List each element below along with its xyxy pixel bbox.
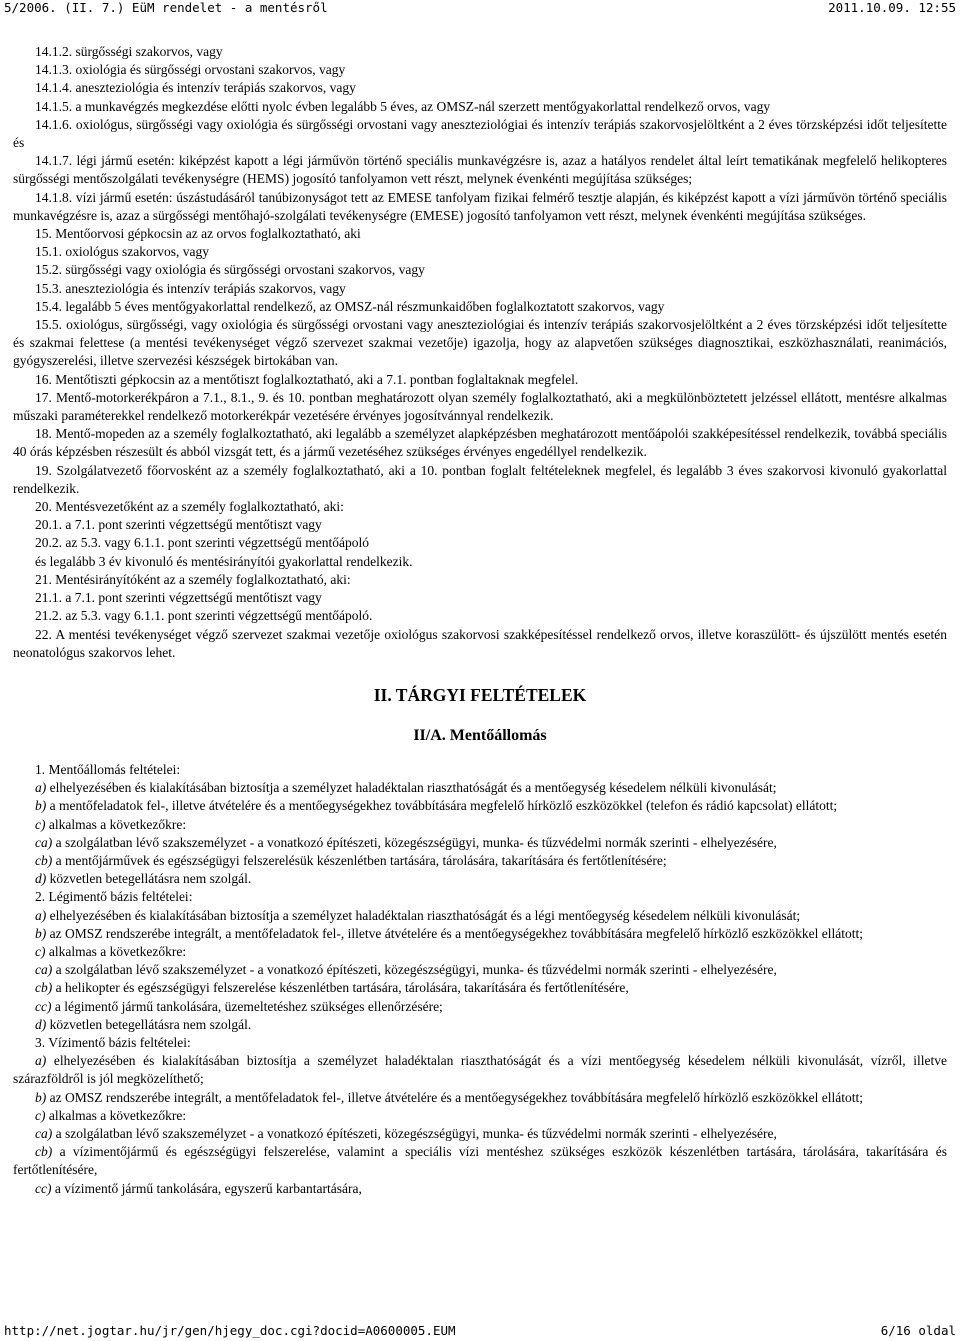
paragraph: 14.1.8. vízi jármű esetén: úszástudásáról tanúbizonyságot tett az EMESE tanfolyam fizikai felmérő tesztje alapján, és kiképzést kapott a vízi járművön történő speciális munkavégzésre is, azaz a sürgősségi mentőhajó-szolgálati tevékenységre (EMESE) jogosító tanfolyamon vett részt, melynek évenkénti megújítása szükséges. xyxy=(13,189,947,223)
item-text: alkalmas a következőkre: xyxy=(45,943,187,959)
item-label: c) xyxy=(35,943,46,959)
paragraph: 14.1.3. oxiológia és sürgősségi orvostani szakorvos, vagy xyxy=(35,62,346,78)
list-item xyxy=(13,1016,947,1034)
paragraph: 16. Mentőtiszti gépkocsin az a mentőtiszt foglalkoztatható, aki a 7.1. pontban foglaltaknak megfelel. xyxy=(35,371,579,387)
item-text: a vízimentő jármű tankolására, egyszerű karbantartására, xyxy=(51,1180,362,1196)
list-item xyxy=(13,761,947,779)
page-header xyxy=(0,0,960,18)
item-text: közvetlen betegellátásra nem szolgál. xyxy=(46,871,252,887)
item-label: d) xyxy=(35,1016,47,1032)
item-label: cc) xyxy=(35,998,52,1014)
personnel-requirements xyxy=(13,43,947,662)
list-item xyxy=(13,870,947,888)
list-item xyxy=(13,1034,947,1052)
header-timestamp: 2011.10.09. 12:55 xyxy=(828,0,956,15)
list-item xyxy=(13,1125,947,1143)
list-item xyxy=(13,961,947,979)
list-item xyxy=(13,1089,947,1107)
item-text: a szolgálatban lévő szakszemélyzet - a vonatkozó építészeti, közegészségügyi, munka- és tűzvédelmi normák szerinti - elhelyezésére, xyxy=(52,1125,777,1141)
item-label: cc) xyxy=(35,1180,52,1196)
subsection-title: II/A. Mentőállomás xyxy=(413,726,547,744)
item-text: a légimentő jármű tankolására, üzemeltetéshez szükséges ellenőrzésére; xyxy=(51,998,443,1014)
paragraph: 18. Mentő-mopeden az a személy foglalkoztatható, aki legalább a személyzet alapképzésben meghatározott mentőápolói szakképesítéssel rendelkezik, továbbá speciális 40 órás képzésben részesült és abból vizsgát tett, és a jármű vezetéséhez szükséges érvényes engedéllyel rendelkezik. xyxy=(13,426,947,460)
item-label: a) xyxy=(35,1053,47,1069)
item-label: a) xyxy=(35,907,47,923)
list-item xyxy=(13,943,947,961)
paragraph: 21. Mentésirányítóként az a személy foglalkoztatható, aki: xyxy=(35,571,351,587)
item-text: közvetlen betegellátásra nem szolgál. xyxy=(46,1016,252,1032)
item-text: elhelyezésében és kialakításában biztosítja a személyzet haladéktalan riaszthatóságát és a légi mentőegység késedelem nélküli kivonulását; xyxy=(46,907,801,923)
item-text: elhelyezésében és kialakításában biztosítja a személyzet haladéktalan riaszthatóságát és a mentőegység késedelem nélküli kivonulását; xyxy=(46,780,777,796)
footer-page-number: 6/16 oldal xyxy=(880,1323,956,1338)
item-label: cb) xyxy=(35,980,53,996)
item-text: a helikopter és egészségügyi felszerelése készenlétben tartására, tárolására, takarítására és fertőtlenítésére, xyxy=(52,980,629,996)
item-text: a mentőjárművek és egészségügyi felszerelésük készenlétben tartására, tárolására, takarítására és fertőtlenítésére; xyxy=(52,852,667,868)
item-text: a vízimentőjármű és egészségügyi felszerelése, valamint a speciális vízi mentéshez szükséges eszközök készenlétben tartására, tárolására, takarítására és fertőtlenítésére, xyxy=(13,1144,947,1178)
paragraph: 14.1.4. aneszteziológia és intenzív terápiás szakorvos, vagy xyxy=(35,80,356,96)
list-item xyxy=(13,834,947,852)
paragraph: 15.4. legalább 5 éves mentőgyakorlattal rendelkező, az OMSZ-nál részmunkaidőben foglalkoztatott szakorvos, vagy xyxy=(35,298,665,314)
paragraph: 20.1. a 7.1. pont szerinti végzettségű mentőtiszt vagy xyxy=(35,517,322,533)
list-item xyxy=(13,852,947,870)
paragraph: 20. Mentésvezetőként az a személy foglalkoztatható, aki: xyxy=(35,499,344,515)
item-label: c) xyxy=(35,1107,46,1123)
item-label: ca) xyxy=(35,962,53,978)
item-label: a) xyxy=(35,780,47,796)
header-document-title: 5/2006. (II. 7.) EüM rendelet - a mentésről xyxy=(4,0,328,15)
paragraph: 14.1.5. a munkavégzés megkezdése előtti nyolc évben legalább 5 éves, az OMSZ-nál szerzett mentőgyakorlattal rendelkező orvos, vagy xyxy=(35,98,771,114)
item-label: cb) xyxy=(35,852,53,868)
paragraph: és legalább 3 év kivonuló és mentésirányítói gyakorlattal rendelkezik. xyxy=(35,553,413,569)
list-item xyxy=(13,779,947,797)
paragraph: 15.1. oxiológus szakorvos, vagy xyxy=(35,244,209,260)
paragraph: 15.3. aneszteziológia és intenzív terápiás szakorvos, vagy xyxy=(35,280,346,296)
list-item xyxy=(13,907,947,925)
document-body xyxy=(13,43,947,1198)
list-item xyxy=(13,1052,947,1088)
list-item xyxy=(13,797,947,815)
item-text: az OMSZ rendszerébe integrált, a mentőfeladatok fel-, illetve átvételére és a mentőegységekhez továbbítására megfelelő hírközlő eszközökkel ellátott; xyxy=(46,1089,864,1105)
item-text: elhelyezésében és kialakításában biztosítja a személyzet haladéktalan riaszthatóságát és a vízi mentőegység késedelem nélküli kivonulását, vízről, illetve szárazföldről is jól megközelíthető; xyxy=(13,1053,947,1087)
item-label: cb) xyxy=(35,1144,53,1160)
paragraph: 14.1.6. oxiológus, sürgősségi vagy oxiológia és sürgősségi orvostani vagy aneszteziológiai és intenzív terápiás szakorvosjelöltként a 2 éves törzsképzési időt teljesítette és xyxy=(13,116,947,151)
paragraph: 15.2. sürgősségi vagy oxiológia és sürgősségi orvostani szakorvos, vagy xyxy=(35,262,425,278)
paragraph: 21.1. a 7.1. pont szerinti végzettségű mentőtiszt vagy xyxy=(35,590,322,606)
list-item xyxy=(13,998,947,1016)
paragraph: 14.1.7. légi jármű esetén: kiképzést kapott a légi járművön történő speciális munkavégzésre is, azaz a hatályos rendelet által leírt tematikának megfelelő helikopteres sürgősségi mentőszolgálati tevékenységre (HEMS) jogosító tanfolyamon vett részt, melynek évenkénti megújítása szükséges; xyxy=(13,153,947,187)
paragraph: 14.1.2. sürgősségi szakorvos, vagy xyxy=(35,44,223,59)
paragraph: 17. Mentő-motorkerékpáron a 7.1., 8.1., 9. és 10. pontban meghatározott olyan személy foglalkoztatható, aki a megkülönböztetett jelzéssel ellátott, mentésre alkalmas műszaki paraméterekkel rendelkező motorkerékpár vezetésére érvényes jogosítvánnyal rendelkezik. xyxy=(13,389,947,424)
paragraph: 21.2. az 5.3. vagy 6.1.1. pont szerinti végzettségű mentőápoló. xyxy=(35,608,373,624)
item-text: a mentőfeladatok fel-, illetve átvételére és a mentőegységekhez továbbítására megfelelő hírközlő eszközökkel (telefon és rádió kapcsolat) ellátott; xyxy=(46,798,838,814)
paragraph: 22. A mentési tevékenységet végző szervezet szakmai vezetője oxiológus szakorvosi szakképesítéssel rendelkező orvos, illetve koraszülött- és újszülött mentés esetén neonatológus szakorvos lehet. xyxy=(13,626,947,660)
item-text: a szolgálatban lévő szakszemélyzet - a vonatkozó építészeti, közegészségügyi, munka- és tűzvédelmi normák szerinti - elhelyezésére, xyxy=(52,962,777,978)
item-text: 1. Mentőállomás feltételei: xyxy=(35,761,181,777)
item-label: b) xyxy=(35,1089,47,1105)
page-footer xyxy=(0,1323,960,1341)
list-item xyxy=(13,979,947,997)
item-label: ca) xyxy=(35,834,53,850)
station-requirements xyxy=(13,761,947,1198)
list-item xyxy=(13,925,947,943)
list-item xyxy=(13,1143,947,1179)
paragraph: 15.5. oxiológus, sürgősségi, vagy oxiológia és sürgősségi orvostani vagy aneszteziológiai és intenzív terápiás szakorvosjelöltként a 2 éves törzsképzési időt teljesítette és szakmai felettese (a mentési tevékenységet végző szervezet szakmai vezetője) igazolja, hogy az alapvetően szükséges diagnosztikai, eszközhasználati, reanimációs, gyógyszerelési, illetve szervezési készségek birtokában van. xyxy=(13,317,947,369)
footer-url: http://net.jogtar.hu/jr/gen/hjegy_doc.cgi?docid=A0600005.EUM xyxy=(4,1323,456,1338)
item-text: 3. Vízimentő bázis feltételei: xyxy=(35,1034,191,1050)
item-text: 2. Légimentő bázis feltételei: xyxy=(35,889,193,905)
list-item xyxy=(13,888,947,906)
paragraph: 20.2. az 5.3. vagy 6.1.1. pont szerinti végzettségű mentőápoló xyxy=(35,535,370,551)
list-item xyxy=(13,816,947,834)
item-label: c) xyxy=(35,816,46,832)
item-text: alkalmas a következőkre: xyxy=(45,1107,187,1123)
item-text: alkalmas a következőkre: xyxy=(45,816,187,832)
list-item xyxy=(13,1180,947,1198)
paragraph: 15. Mentőorvosi gépkocsin az az orvos foglalkoztatható, aki xyxy=(35,226,361,242)
item-label: d) xyxy=(35,871,47,887)
item-label: b) xyxy=(35,798,47,814)
item-text: a szolgálatban lévő szakszemélyzet - a vonatkozó építészeti, közegészségügyi, munka- és tűzvédelmi normák szerinti - elhelyezésére, xyxy=(52,834,777,850)
item-label: ca) xyxy=(35,1125,53,1141)
item-text: az OMSZ rendszerébe integrált, a mentőfeladatok fel-, illetve átvételére és a mentőegységekhez továbbítására megfelelő hírközlő eszközökkel ellátott; xyxy=(46,925,864,941)
section-title: II. TÁRGYI FELTÉTELEK xyxy=(373,684,587,705)
item-label: b) xyxy=(35,925,47,941)
list-item xyxy=(13,1107,947,1125)
paragraph: 19. Szolgálatvezető főorvosként az a személy foglalkoztatható, aki a 10. pontban foglalt feltételeknek megfelel, és legalább 3 éves szakorvosi kivonuló gyakorlattal rendelkezik. xyxy=(13,462,947,496)
